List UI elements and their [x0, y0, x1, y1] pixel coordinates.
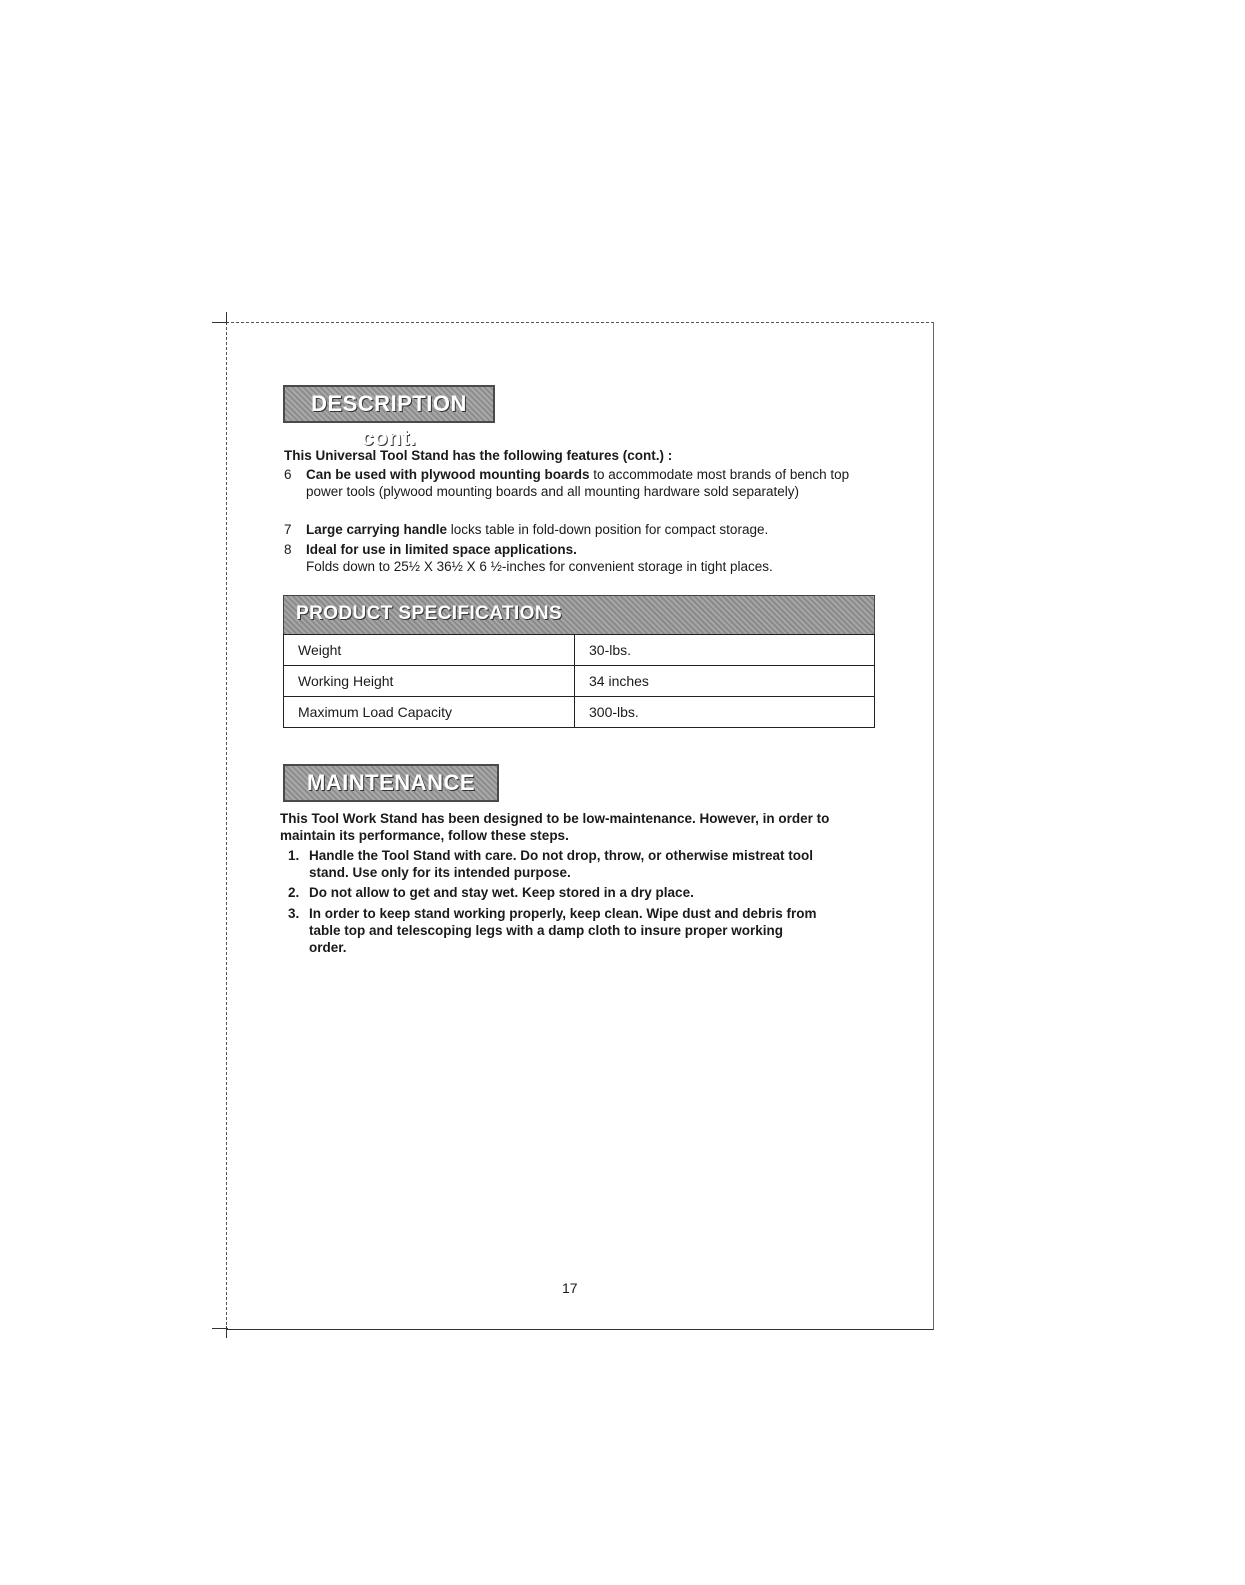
specifications-heading: PRODUCT SPECIFICATIONS	[296, 603, 563, 624]
feature-number: 8	[284, 542, 292, 557]
spec-value: 30-lbs.	[575, 635, 875, 666]
table-row	[284, 697, 875, 728]
feature-item	[306, 521, 876, 538]
maintenance-item: Handle the Tool Stand with care. Do not drop, throw, or otherwise mistreat tool stand. Use only for its intended purpose.	[309, 848, 814, 880]
spec-label: Weight	[284, 635, 575, 666]
specifications-heading-bar	[283, 595, 875, 635]
description-heading: DESCRIPTION cont.	[283, 385, 495, 423]
table-row	[284, 666, 875, 697]
maintenance-item: In order to keep stand working properly, keep clean. Wipe dust and debris from table top and telescoping legs with a damp cloth to insure proper working order.	[309, 906, 817, 955]
crop-mark-top-vertical	[226, 312, 227, 324]
maintenance-item: Do not allow to get and stay wet. Keep stored in a dry place.	[309, 885, 694, 900]
feature-rest: locks table in fold-down position for compact storage.	[447, 522, 769, 537]
feature-number: 7	[284, 522, 292, 537]
feature-rest: Folds down to 25½ X 36½ X 6 ½-inches for convenient storage in tight places.	[306, 559, 773, 574]
feature-lead: Can be used with plywood mounting boards	[306, 467, 590, 482]
feature-lead: Ideal for use in limited space applications.	[306, 542, 577, 557]
maintenance-number: 1.	[288, 848, 300, 863]
specifications-table	[283, 634, 875, 728]
feature-number: 6	[284, 467, 292, 482]
description-intro: This Universal Tool Stand has the following features (cont.) :	[284, 448, 673, 463]
spec-value: 34 inches	[575, 666, 875, 697]
feature-lead: Large carrying handle	[306, 522, 448, 537]
table-row	[284, 635, 875, 666]
maintenance-intro: This Tool Work Stand has been designed to be low-maintenance. However, in order to maintain its performance, follow these steps.	[280, 811, 830, 843]
crop-mark-bottom-vertical	[226, 1326, 227, 1338]
page-number: 17	[562, 1280, 578, 1296]
feature-rest: to accommodate most brands of bench top power tools (plywood mounting boards and all mounting hardware sold separately)	[306, 467, 850, 499]
spec-label: Working Height	[284, 666, 575, 697]
feature-item	[306, 466, 876, 500]
feature-item	[306, 541, 876, 575]
maintenance-number: 3.	[288, 906, 300, 921]
spec-value: 300-lbs.	[575, 697, 875, 728]
maintenance-heading: MAINTENANCE	[283, 764, 499, 802]
spec-label: Maximum Load Capacity	[284, 697, 575, 728]
maintenance-number: 2.	[288, 885, 300, 900]
